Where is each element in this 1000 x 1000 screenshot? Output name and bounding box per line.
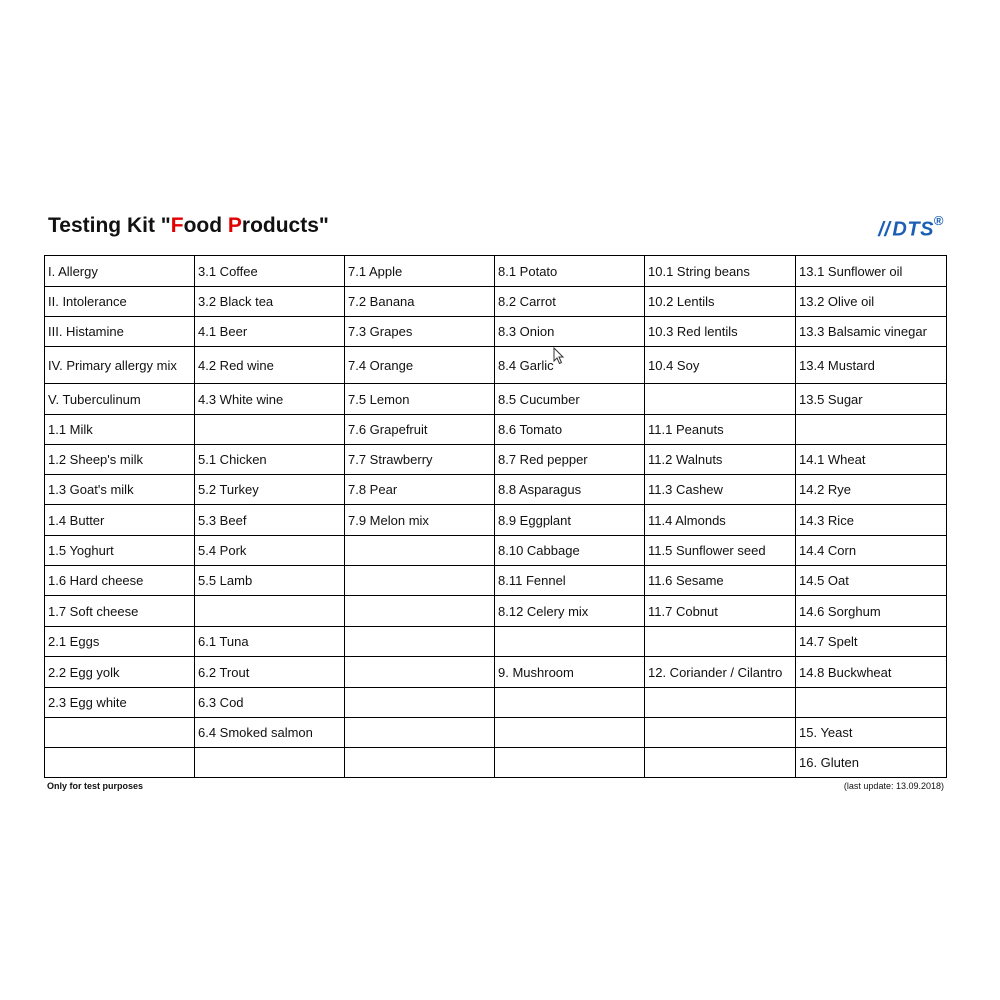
header (48, 214, 946, 248)
table-cell: 1.7 Soft cheese (45, 596, 195, 627)
table-cell: 7.3 Grapes (345, 317, 495, 347)
table-row (45, 505, 947, 536)
empty-cell (796, 415, 947, 445)
table-cell: 11.1 Peanuts (645, 415, 796, 445)
table-body (45, 256, 947, 778)
logo-slash-mark: // (878, 218, 891, 241)
empty-cell (195, 748, 345, 778)
empty-cell (645, 384, 796, 415)
empty-cell (645, 627, 796, 657)
table-cell: 8.7 Red pepper (495, 445, 645, 475)
table-row (45, 475, 947, 505)
page-title (48, 214, 329, 238)
table-cell: 7.4 Orange (345, 347, 495, 384)
table-cell: 5.1 Chicken (195, 445, 345, 475)
table-cell: 15. Yeast (796, 718, 947, 748)
table-cell: 3.1 Coffee (195, 256, 345, 287)
footer-note: Only for test purposes (47, 781, 144, 791)
table-cell: 14.4 Corn (796, 536, 947, 566)
mouse-cursor-icon (553, 347, 565, 365)
empty-cell (195, 415, 345, 445)
table-cell: 1.1 Milk (45, 415, 195, 445)
table-row (45, 317, 947, 347)
title-part: roducts" (241, 214, 329, 237)
registered-mark: ® (933, 213, 944, 228)
table-cell: 13.5 Sugar (796, 384, 947, 415)
table-row (45, 718, 947, 748)
table-cell: 14.1 Wheat (796, 445, 947, 475)
empty-cell (645, 748, 796, 778)
table-cell: 1.3 Goat's milk (45, 475, 195, 505)
table-cell: 8.9 Eggplant (495, 505, 645, 536)
table-row (45, 566, 947, 596)
table-cell: 2.1 Eggs (45, 627, 195, 657)
table-cell: 10.2 Lentils (645, 287, 796, 317)
food-products-table (44, 255, 947, 778)
empty-cell (345, 627, 495, 657)
table-cell: 14.8 Buckwheat (796, 657, 947, 688)
table-cell: 11.7 Cobnut (645, 596, 796, 627)
empty-cell (345, 657, 495, 688)
table-row (45, 415, 947, 445)
table-row (45, 287, 947, 317)
table-cell: 8.12 Celery mix (495, 596, 645, 627)
table-cell: 1.2 Sheep's milk (45, 445, 195, 475)
table-cell: 16. Gluten (796, 748, 947, 778)
table-row (45, 536, 947, 566)
table-cell: 9. Mushroom (495, 657, 645, 688)
table-cell: III. Histamine (45, 317, 195, 347)
empty-cell (45, 718, 195, 748)
empty-cell (796, 688, 947, 718)
table-cell: 10.4 Soy (645, 347, 796, 384)
empty-cell (345, 536, 495, 566)
table-cell: 11.3 Cashew (645, 475, 796, 505)
table-row (45, 256, 947, 287)
empty-cell (495, 627, 645, 657)
table-cell: II. Intolerance (45, 287, 195, 317)
table-cell: 5.4 Pork (195, 536, 345, 566)
table-row (45, 347, 947, 384)
empty-cell (645, 718, 796, 748)
table-cell: 7.1 Apple (345, 256, 495, 287)
title-highlight-p: P (227, 214, 242, 237)
table-cell: 8.6 Tomato (495, 415, 645, 445)
logo-text: DTS (892, 218, 934, 241)
empty-cell (345, 596, 495, 627)
empty-cell (345, 688, 495, 718)
table-cell: 14.5 Oat (796, 566, 947, 596)
table-cell: 14.2 Rye (796, 475, 947, 505)
table-cell: 6.4 Smoked salmon (195, 718, 345, 748)
table-cell: 11.5 Sunflower seed (645, 536, 796, 566)
table-row (45, 748, 947, 778)
empty-cell (345, 718, 495, 748)
table-cell: 13.4 Mustard (796, 347, 947, 384)
table-cell: 14.3 Rice (796, 505, 947, 536)
table-cell: 8.10 Cabbage (495, 536, 645, 566)
table-cell: 8.5 Cucumber (495, 384, 645, 415)
table-cell: 10.3 Red lentils (645, 317, 796, 347)
empty-cell (345, 748, 495, 778)
table-row (45, 657, 947, 688)
last-update: (last update: 13.09.2018) (843, 781, 944, 791)
dts-logo (878, 213, 944, 242)
table-cell: 11.4 Almonds (645, 505, 796, 536)
table-cell: 2.2 Egg yolk (45, 657, 195, 688)
table-cell: 8.2 Carrot (495, 287, 645, 317)
table-cell: 1.5 Yoghurt (45, 536, 195, 566)
table-cell: 2.3 Egg white (45, 688, 195, 718)
table-cell: 5.5 Lamb (195, 566, 345, 596)
table-row (45, 445, 947, 475)
table-cell: 11.6 Sesame (645, 566, 796, 596)
table-cell: 7.7 Strawberry (345, 445, 495, 475)
table-cell: 1.6 Hard cheese (45, 566, 195, 596)
table-row (45, 596, 947, 627)
table-cell: 1.4 Butter (45, 505, 195, 536)
table-cell: 4.3 White wine (195, 384, 345, 415)
empty-cell (495, 748, 645, 778)
table-cell: 3.2 Black tea (195, 287, 345, 317)
table-cell: 4.2 Red wine (195, 347, 345, 384)
title-highlight-f: F (170, 214, 184, 237)
table-cell: 14.7 Spelt (796, 627, 947, 657)
table-cell: 13.1 Sunflower oil (796, 256, 947, 287)
table-cell: 13.3 Balsamic vinegar (796, 317, 947, 347)
table-cell: 6.3 Cod (195, 688, 345, 718)
empty-cell (45, 748, 195, 778)
table-cell: 8.1 Potato (495, 256, 645, 287)
table-cell: 8.3 Onion (495, 317, 645, 347)
table-cell: 8.11 Fennel (495, 566, 645, 596)
table-cell: 11.2 Walnuts (645, 445, 796, 475)
empty-cell (495, 688, 645, 718)
table-cell: 8.8 Asparagus (495, 475, 645, 505)
empty-cell (195, 596, 345, 627)
table-row (45, 688, 947, 718)
empty-cell (645, 688, 796, 718)
empty-cell (495, 718, 645, 748)
title-part: Testing Kit " (48, 214, 171, 237)
empty-cell (345, 566, 495, 596)
table-cell: 7.6 Grapefruit (345, 415, 495, 445)
table-cell: I. Allergy (45, 256, 195, 287)
table-cell: 12. Coriander / Cilantro (645, 657, 796, 688)
table-cell: 7.5 Lemon (345, 384, 495, 415)
table-cell: 7.2 Banana (345, 287, 495, 317)
table-cell: 13.2 Olive oil (796, 287, 947, 317)
table-cell: IV. Primary allergy mix (45, 347, 195, 384)
title-part: ood (183, 214, 228, 237)
table-cell: 7.9 Melon mix (345, 505, 495, 536)
table-cell: 6.2 Trout (195, 657, 345, 688)
table-row (45, 627, 947, 657)
table-cell: 5.2 Turkey (195, 475, 345, 505)
table-cell: 14.6 Sorghum (796, 596, 947, 627)
table-cell: 4.1 Beer (195, 317, 345, 347)
table-cell: V. Tuberculinum (45, 384, 195, 415)
table-cell: 5.3 Beef (195, 505, 345, 536)
table-cell: 10.1 String beans (645, 256, 796, 287)
table-cell: 8.4 Garlic (495, 347, 645, 384)
table-cell: 6.1 Tuna (195, 627, 345, 657)
table-cell: 7.8 Pear (345, 475, 495, 505)
table-row (45, 384, 947, 415)
